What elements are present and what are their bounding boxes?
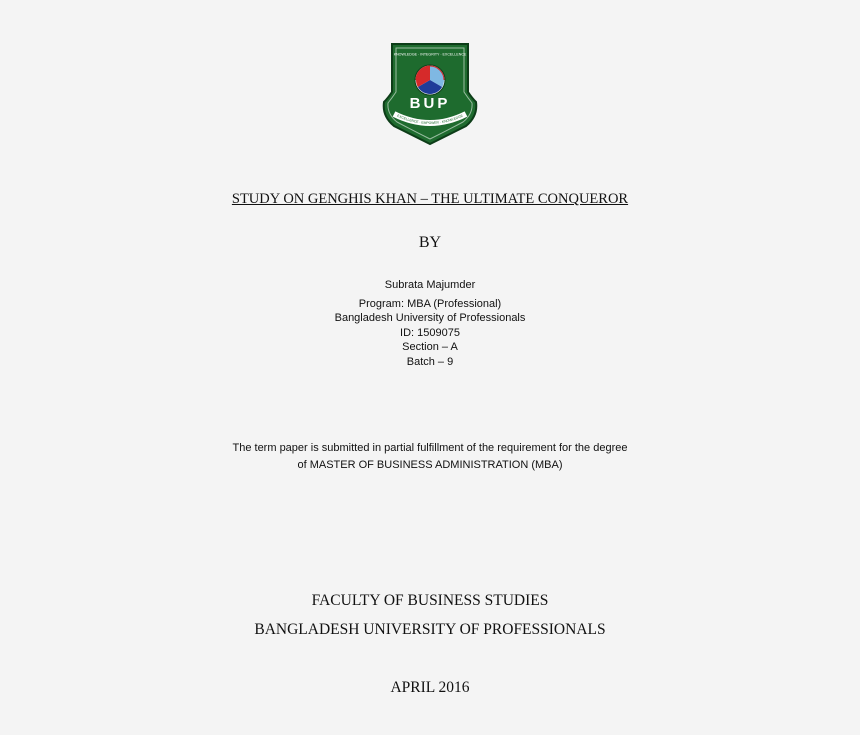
submission-statement xyxy=(0,440,860,473)
submission-line-1: The term paper is submitted in partial fulfillment of the requirement for the degree xyxy=(232,442,628,454)
author-id: ID: 1509075 xyxy=(400,326,460,339)
author-university: Bangladesh University of Professionals xyxy=(334,312,526,324)
author-program: Program: MBA (Professional) xyxy=(358,297,502,310)
by-label: BY xyxy=(418,234,442,251)
logo-top-text: KNOWLEDGE · INTEGRITY · EXCELLENCE xyxy=(393,52,467,57)
faculty-name: FACULTY OF BUSINESS STUDIES xyxy=(311,592,549,609)
logo-initials: BUP xyxy=(409,95,451,112)
author-name: Subrata Majumder xyxy=(384,279,476,291)
university-name: BANGLADESH UNIVERSITY OF PROFESSIONALS xyxy=(254,621,606,638)
submission-date: APRIL 2016 xyxy=(390,679,470,696)
paper-title: STUDY ON GENGHIS KHAN – THE ULTIMATE CONQUEROR xyxy=(231,191,629,207)
logo-bottom-text: EXCELLENCE · EMPOWER · KNOWLEDGE xyxy=(396,113,464,126)
author-section: Section – A xyxy=(402,341,458,353)
author-batch: Batch – 9 xyxy=(406,355,454,368)
submission-line-2: of MASTER OF BUSINESS ADMINISTRATION (MBA) xyxy=(297,458,563,471)
author-block xyxy=(0,278,860,369)
bup-logo xyxy=(380,40,480,146)
